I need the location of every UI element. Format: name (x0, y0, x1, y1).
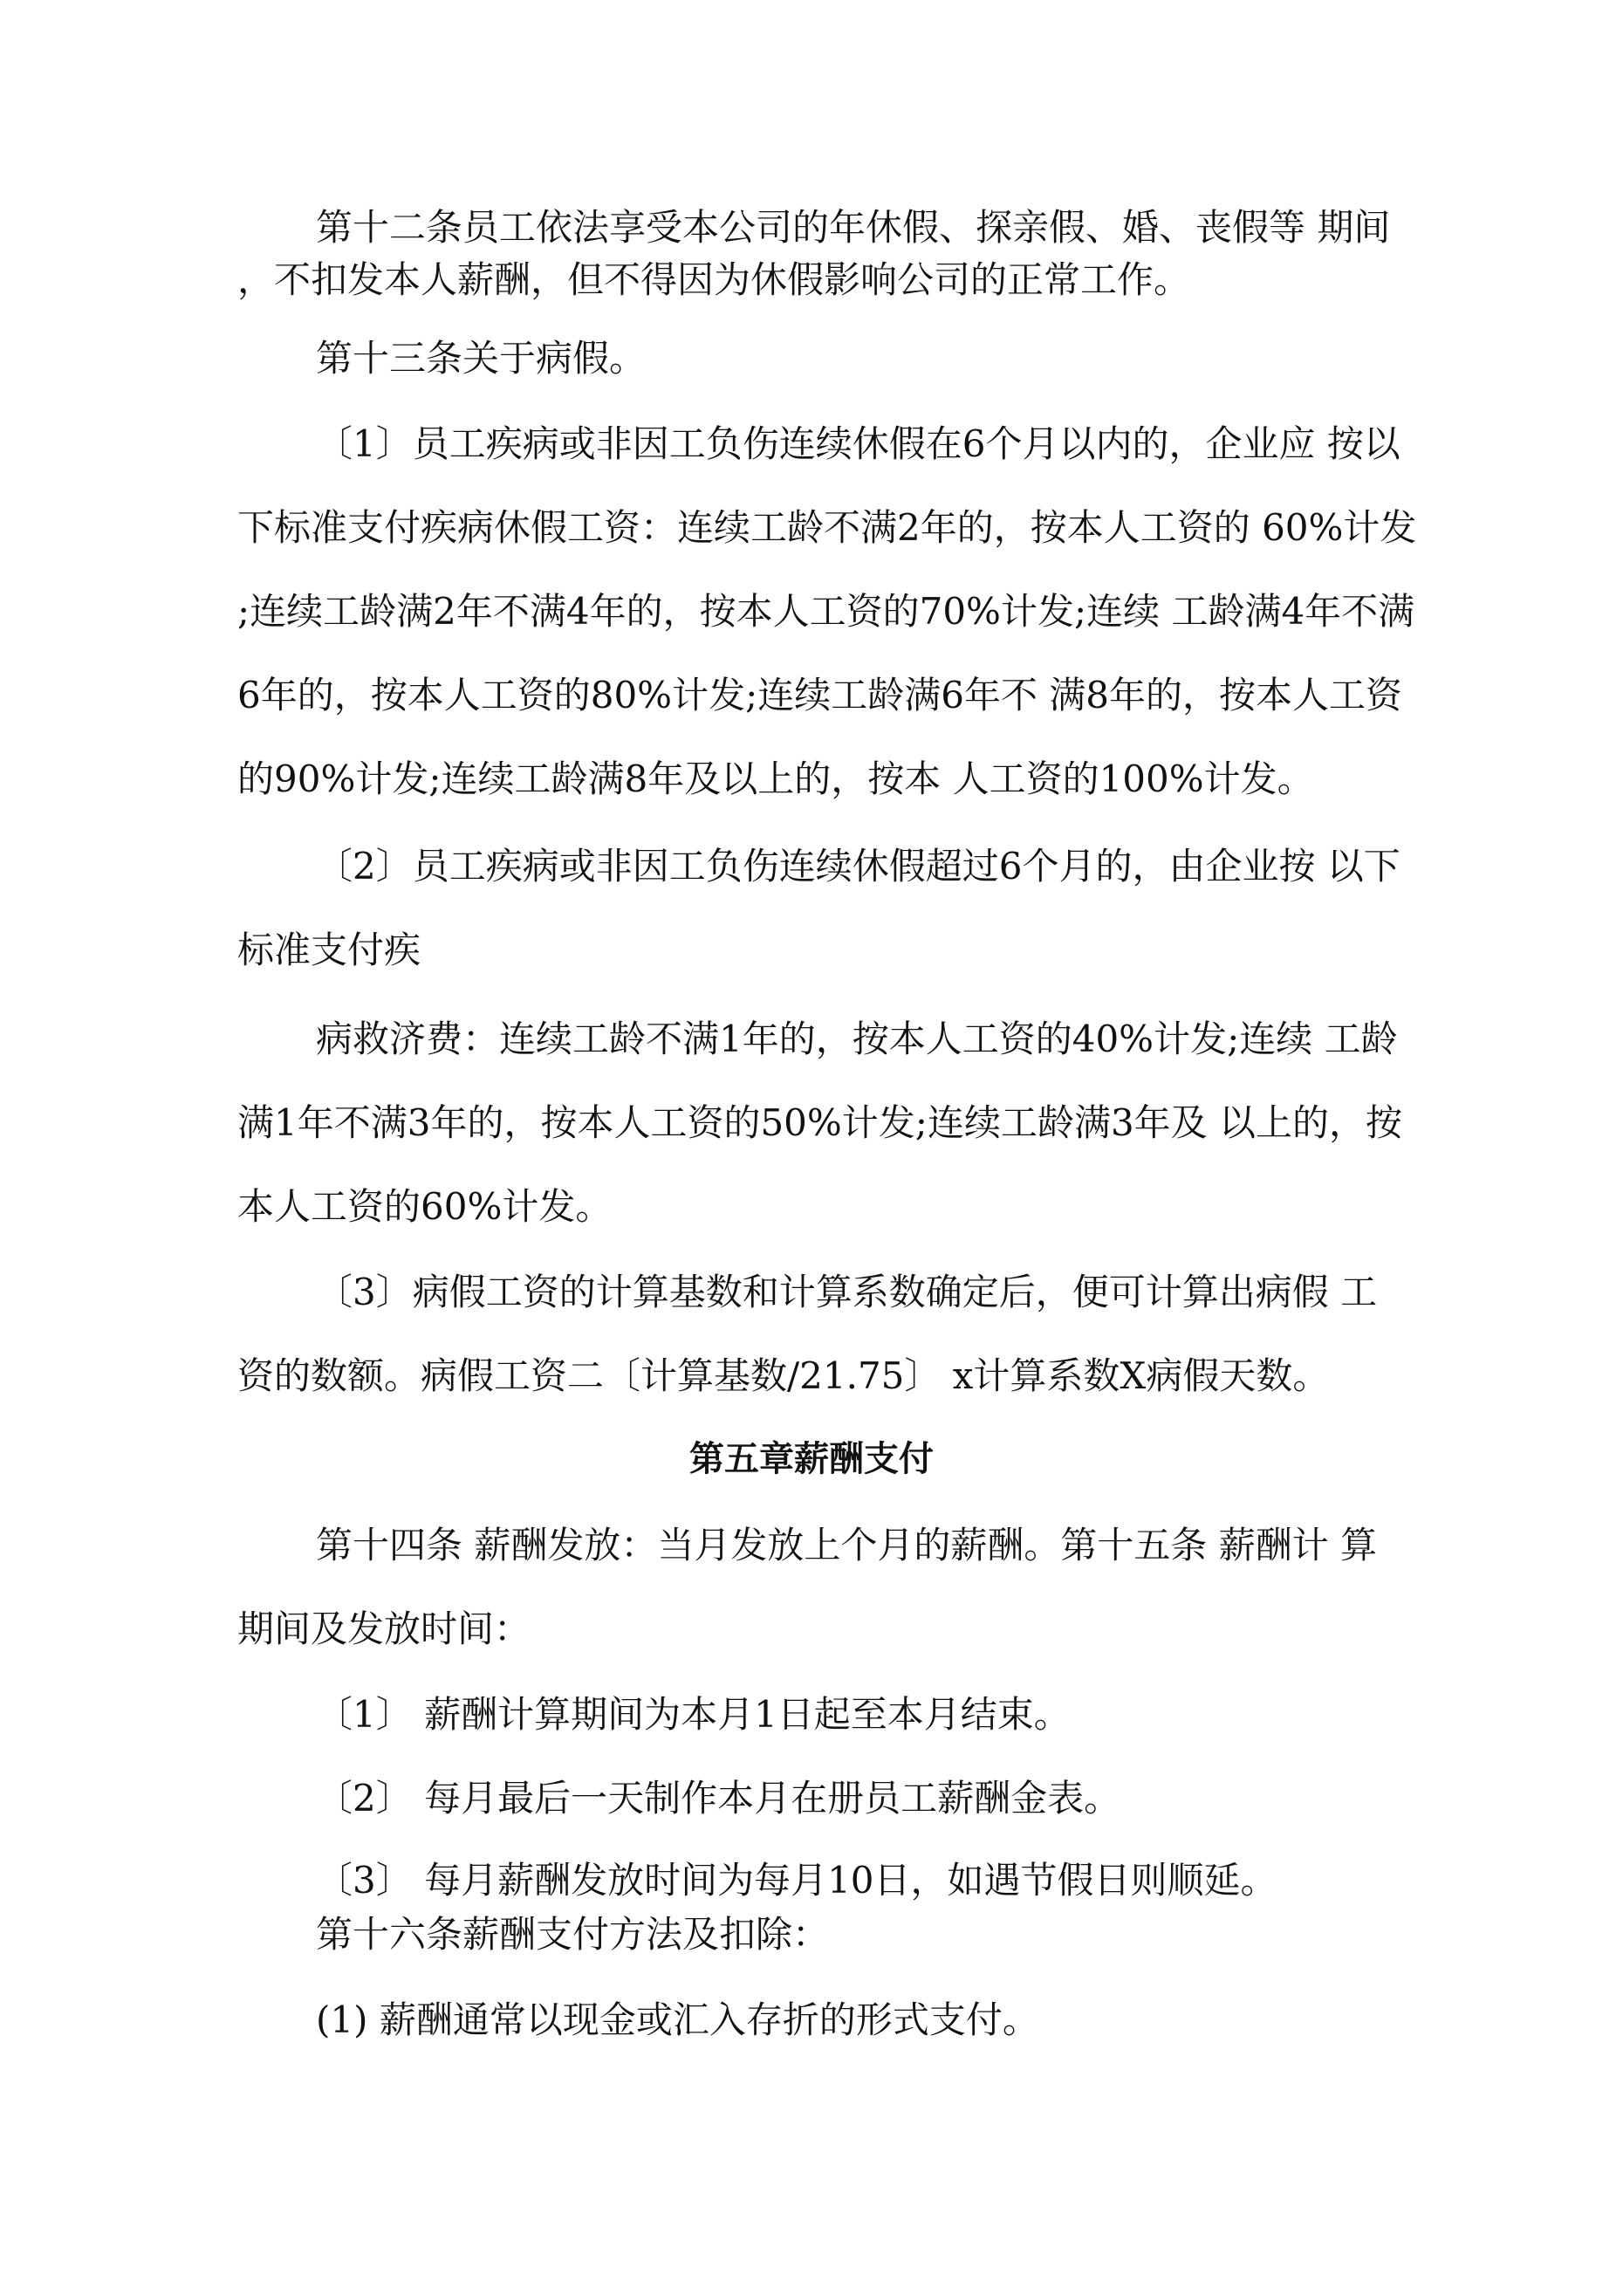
article-16-heading: 第十六条薪酬支付方法及扣除： (316, 1913, 830, 1956)
article-15-item-1: 〔1〕 薪酬计算期间为本月1日起至本月结束。 (316, 1693, 1071, 1736)
article-12-line-1: 第十二条员工依法享受本公司的年休假、探亲假、婚、丧假等 期间 (316, 206, 1391, 249)
chapter-title: 第五章薪酬支付 (689, 1439, 934, 1479)
article-13-heading: 第十三条关于病假。 (316, 337, 647, 380)
article-14-15-line-2: 期间及发放时间： (237, 1607, 531, 1650)
article-13-item-2-cont-line-2: 满1年不满3年的，按本人工资的50%计发;连续工龄满3年及 以上的，按 (237, 1101, 1403, 1144)
article-13-item-1-line-1: 〔1〕员工疾病或非因工负伤连续休假在6个月以内的，企业应 按以 (316, 422, 1400, 465)
article-13-item-1-line-3: ;连续工龄满2年不满4年的，按本人工资的70%计发;连续 工龄满4年不满 (237, 590, 1415, 633)
article-15-item-3: 〔3〕 每月薪酬发放时间为每月10日，如遇节假日则顺延。 (316, 1859, 1277, 1902)
article-13-item-1-line-2: 下标准支付疾病休假工资：连续工龄不满2年的，按本人工资的 60%计发 (237, 506, 1417, 549)
article-14-15-line-1: 第十四条 薪酬发放：当月发放上个月的薪酬。第十五条 薪酬计 算 (316, 1524, 1378, 1566)
article-15-item-2: 〔2〕 每月最后一天制作本月在册员工薪酬金表。 (316, 1777, 1121, 1820)
article-12-line-2: ，不扣发本人薪酬，但不得因为休假影响公司的正常工作。 (237, 258, 1191, 301)
article-13-item-1-line-5: 的90%计发;连续工龄满8年及以上的，按本 人工资的100%计发。 (237, 757, 1314, 800)
article-13-item-2-cont-line-3: 本人工资的60%计发。 (237, 1185, 613, 1228)
article-16-item-1: (1) 薪酬通常以现金或汇入存折的形式支付。 (316, 1998, 1039, 2041)
article-13-item-3-line-2: 资的数额。病假工资二〔计算基数/21.75〕 x计算系数X病假天数。 (237, 1354, 1330, 1397)
article-13-item-3-line-1: 〔3〕病假工资的计算基数和计算系数确定后，便可计算出病假 工 (316, 1271, 1378, 1313)
article-13-item-2-cont-line-1: 病救济费：连续工龄不满1年的，按本人工资的40%计发;连续 工龄 (316, 1018, 1398, 1060)
article-13-item-2-line-1: 〔2〕员工疾病或非因工负伤连续休假超过6个月的，由企业按 以下 (316, 845, 1400, 888)
article-13-item-1-line-4: 6年的，按本人工资的80%计发;连续工龄满6年不 满8年的，按本人工资 (237, 674, 1403, 716)
article-13-item-2-line-2: 标准支付疾 (237, 929, 421, 971)
